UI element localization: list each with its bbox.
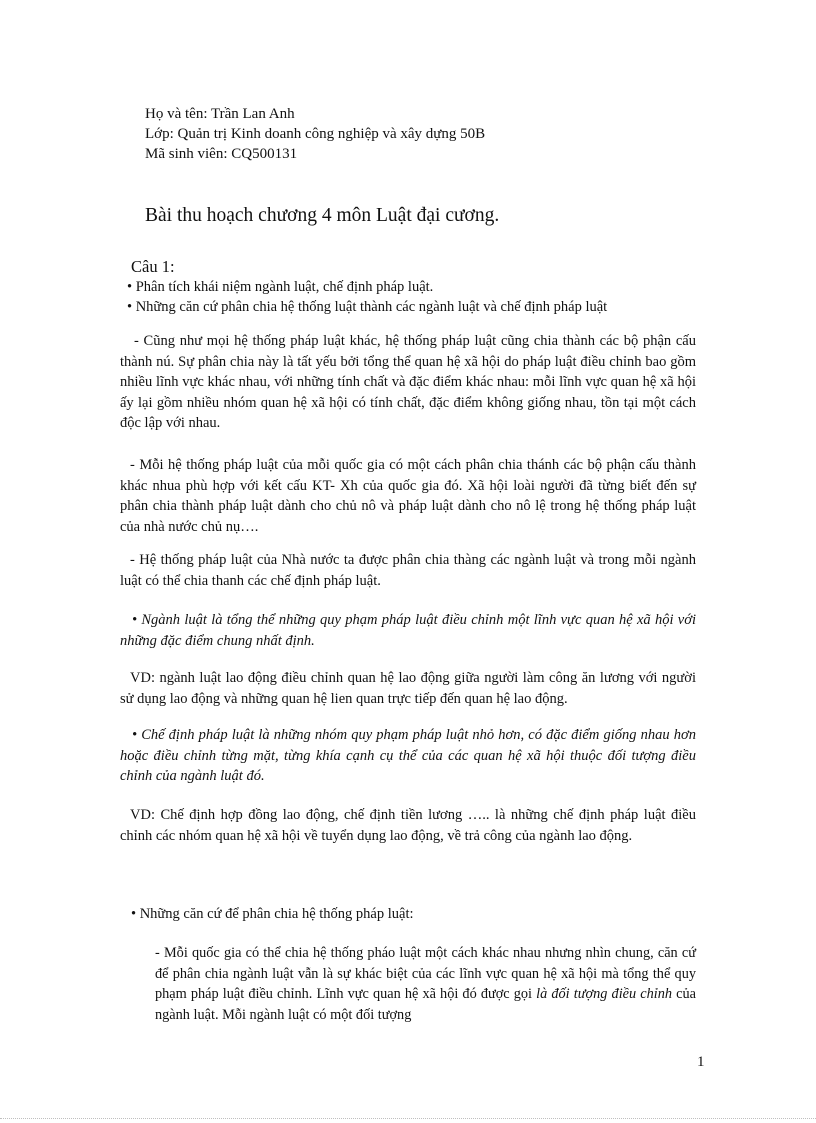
student-name: Họ và tên: Trần Lan Anh	[145, 106, 295, 122]
student-class: Lớp: Quản trị Kinh doanh công nghiệp và xây dựng 50B	[145, 126, 486, 142]
paragraph-bases-text-2: của ngành luật. Mỗi ngành luật có một đối tượng	[155, 986, 696, 1023]
example-nganh-luat: VD: ngành luật lao động điều chỉnh quan hệ lao động giữa người làm công ăn lương với người sử dụng lao động và những quan hệ lien quan trực tiếp đến quan hệ lao động.	[120, 670, 696, 707]
paragraph-structure: - Cũng như mọi hệ thống pháp luật khác, hệ thống pháp luật cũng chia thành các bộ phận cấu thành nú. Sự phân chia này là tất yếu bởi tổng thể quan hệ xã hội do pháp luật điều chỉnh bao gồm nhiều lĩnh vực khác nhau, với những tính chất và đặc điểm khác nhau: mỗi lĩnh vực quan hệ xã hội ấy lại gồm nhiều nhóm quan hệ xã hội có tính chất, đặc điểm không giống nhau, tồn tại một cách độc lập với nhau.	[120, 333, 696, 432]
paragraph-national-systems: - Mỗi hệ thống pháp luật của mỗi quốc gia có một cách phân chia thánh các bộ phận cấu thành khác nhua phù hợp với kết cấu KT- Xh của quốc gia đó. Xã hội loài người đã từng biết đến sự phân chia thành pháp luật dành cho chủ nô và pháp luật dành cho nô lệ trong hệ thống pháp luật của nhà nước chủ nụ….	[120, 457, 696, 535]
bases-heading: • Những căn cứ để phân chia hệ thống pháp luật:	[131, 906, 414, 922]
paragraph-bases-emphasis: là đối tượng điều chỉnh	[536, 986, 673, 1003]
question-bullet-2: • Những căn cứ phân chia hệ thống luật thành các ngành luật và chế định pháp luật	[127, 299, 608, 315]
example-che-dinh: VD: Chế định hợp đồng lao động, chế định tiền lương ….. là những chế định pháp luật điều chỉnh các nhóm quan hệ xã hội về tuyển dụng lao động, về trả công của ngành lao động.	[120, 807, 696, 844]
paragraph-vietnam-system: - Hệ thống pháp luật của Nhà nước ta được phân chia thàng các ngành luật và trong mỗi ngành luật có thể chia thanh các chế định pháp luật.	[120, 552, 696, 589]
paragraph-bases-text-1: - Mỗi quốc gia có thể chia hệ thống pháo luật một cách khác nhau nhưng nhìn chung, căn cứ để phân chia ngành luật vẫn là sự khác biệt của các lĩnh vực quan hệ xã hội mà tổng thể quy phạm pháp luật điều chỉnh. Lĩnh vực quan hệ xã hội đó được gọi	[155, 945, 696, 1003]
definition-che-dinh: • Chế định pháp luật là những nhóm quy phạm pháp luật nhỏ hơn, có đặc điểm giống nhau hơn hoặc điều chỉnh từng mặt, từng khía cạnh cụ thể của các quan hệ xã hội thuộc đối tượng điều chỉnh của ngành luật đó.	[120, 727, 696, 785]
paragraph-bases	[155, 943, 696, 1025]
question-label: Câu 1:	[131, 257, 175, 276]
document-title: Bài thu hoạch chương 4 môn Luật đại cương.	[145, 205, 500, 226]
student-id: Mã sinh viên: CQ500131	[145, 146, 298, 162]
page-number: 1	[697, 1054, 705, 1070]
page-bottom-border	[0, 1118, 816, 1119]
definition-nganh-luat: • Ngành luật là tổng thể những quy phạm pháp luật điều chỉnh một lĩnh vực quan hệ xã hội với những đặc điểm chung nhất định.	[120, 612, 696, 649]
question-bullet-1: • Phân tích khái niệm ngành luật, chế định pháp luật.	[127, 279, 434, 295]
